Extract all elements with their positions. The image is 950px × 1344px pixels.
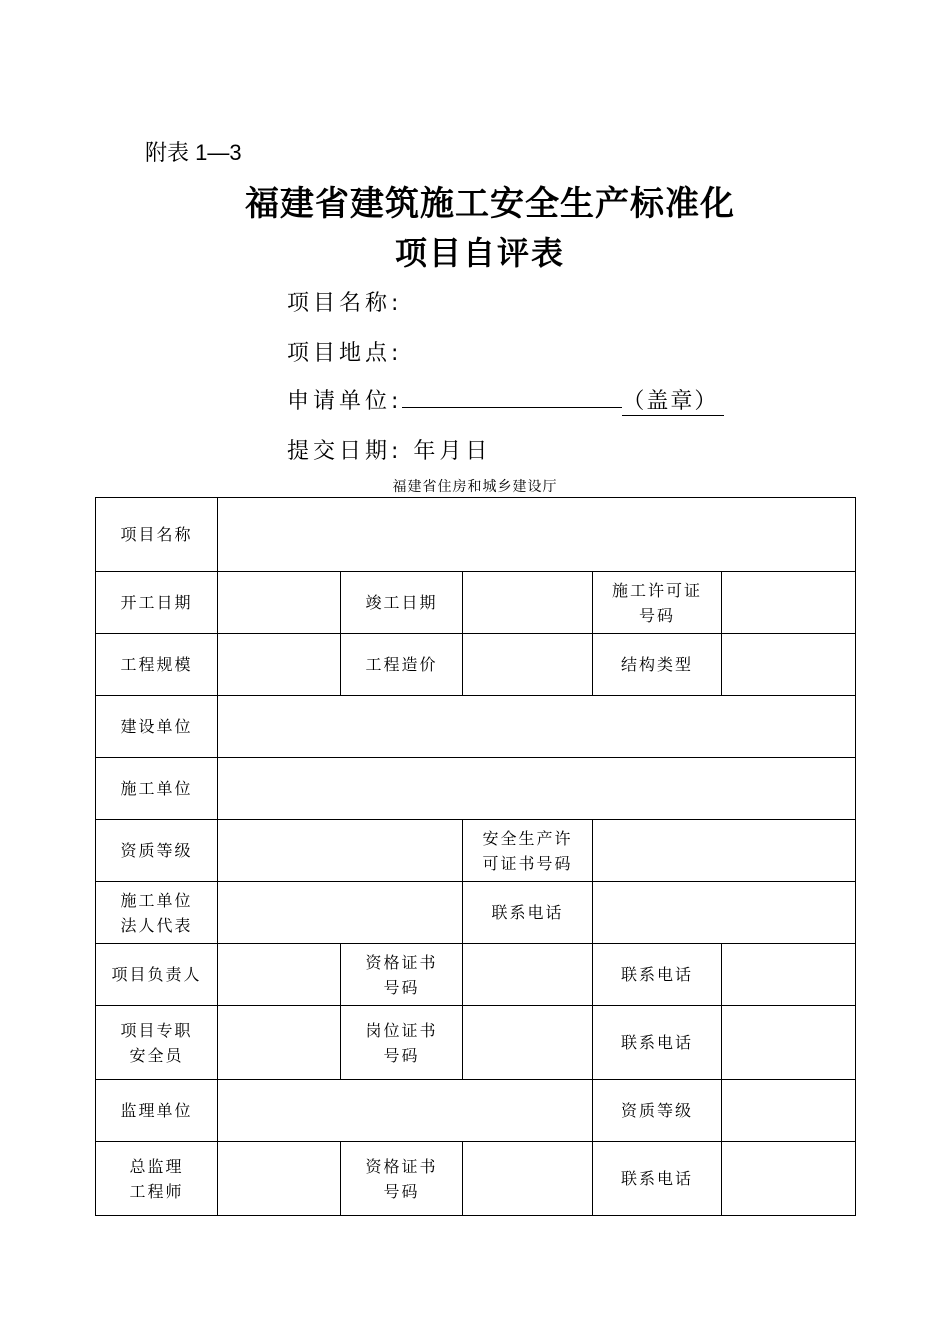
project-location-line [287, 336, 402, 367]
table-row [96, 572, 856, 634]
table-row [96, 820, 856, 882]
label-cs-cert-l1: 资格证书 [365, 1156, 438, 1176]
value-pm-phone[interactable] [722, 944, 856, 1006]
value-cost[interactable] [463, 634, 593, 696]
table-row [96, 634, 856, 696]
table-row [96, 944, 856, 1006]
table-row [96, 758, 856, 820]
value-structure[interactable] [722, 634, 856, 696]
project-name-label: 项目名称: [287, 291, 403, 316]
label-pm-cert-l1: 资格证书 [365, 952, 438, 972]
value-qualification[interactable] [218, 820, 463, 882]
table-row [96, 1080, 856, 1142]
label-start-date: 开工日期 [96, 572, 218, 634]
label-permit-no [593, 572, 722, 634]
label-cs-phone: 联系电话 [593, 1142, 722, 1216]
table-row [96, 1006, 856, 1080]
label-pm-cert [341, 944, 463, 1006]
issuer: 福建省住房和城乡建设厅 [392, 479, 558, 495]
label-permit-no-l1: 施工许可证 [611, 580, 702, 600]
label-pm-cert-l2: 号码 [383, 977, 420, 997]
value-safety-permit[interactable] [593, 820, 856, 882]
table-row [96, 882, 856, 944]
label-project-name: 项目名称 [96, 498, 218, 572]
table-row [96, 696, 856, 758]
label-so-phone: 联系电话 [593, 1006, 722, 1080]
label-legal-rep-l1: 施工单位 [120, 890, 193, 910]
label-pm-phone: 联系电话 [593, 944, 722, 1006]
label-safety-officer-l1: 项目专职 [120, 1020, 193, 1040]
label-contractor: 施工单位 [96, 758, 218, 820]
page-title: 福建省建筑施工安全生产标准化 [245, 184, 735, 224]
value-supervisor[interactable] [218, 1080, 593, 1142]
label-project-manager: 项目负责人 [96, 944, 218, 1006]
label-owner: 建设单位 [96, 696, 218, 758]
label-completion-date: 竣工日期 [341, 572, 463, 634]
value-contractor[interactable] [218, 758, 856, 820]
value-legal-rep[interactable] [218, 882, 463, 944]
submit-date-value: 年月日 [413, 439, 492, 464]
label-scale: 工程规模 [96, 634, 218, 696]
value-completion-date[interactable] [463, 572, 593, 634]
label-structure: 结构类型 [593, 634, 722, 696]
value-owner[interactable] [218, 696, 856, 758]
label-post-cert [341, 1006, 463, 1080]
label-supervisor-qualification: 资质等级 [593, 1080, 722, 1142]
label-legal-rep-phone: 联系电话 [463, 882, 593, 944]
value-project-name[interactable] [218, 498, 856, 572]
label-permit-no-l2: 号码 [638, 605, 675, 625]
submit-date-label: 提交日期: [287, 439, 403, 464]
label-supervisor: 监理单位 [96, 1080, 218, 1142]
value-start-date[interactable] [218, 572, 341, 634]
value-pm-cert[interactable] [463, 944, 593, 1006]
value-cs-cert[interactable] [463, 1142, 593, 1216]
seal-label: （盖章） [622, 384, 724, 416]
label-post-cert-l2: 号码 [383, 1045, 420, 1065]
value-permit-no[interactable] [722, 572, 856, 634]
project-location-label: 项目地点: [287, 341, 403, 366]
label-post-cert-l1: 岗位证书 [365, 1020, 438, 1040]
applicant-input-line[interactable] [402, 387, 622, 408]
page-subtitle: 项目自评表 [394, 234, 565, 272]
label-chief-supervisor [96, 1142, 218, 1216]
value-project-manager[interactable] [218, 944, 341, 1006]
label-safety-officer-l2: 安全员 [129, 1045, 184, 1065]
label-safety-officer [96, 1006, 218, 1080]
label-safety-permit-l2: 可证书号码 [482, 853, 573, 873]
label-chief-supervisor-l1: 总监理 [129, 1156, 184, 1176]
value-post-cert[interactable] [463, 1006, 593, 1080]
value-supervisor-qualification[interactable] [722, 1080, 856, 1142]
label-cs-cert-l2: 号码 [383, 1181, 420, 1201]
value-so-phone[interactable] [722, 1006, 856, 1080]
annex-label: 附表 1—3 [145, 140, 242, 165]
value-safety-officer[interactable] [218, 1006, 341, 1080]
label-legal-rep [96, 882, 218, 944]
table-row [96, 1142, 856, 1216]
table-row [96, 498, 856, 572]
label-safety-permit-l1: 安全生产许 [482, 828, 573, 848]
label-safety-permit [463, 820, 593, 882]
applicant-line [287, 384, 724, 416]
label-chief-supervisor-l2: 工程师 [129, 1181, 184, 1201]
label-cs-cert [341, 1142, 463, 1216]
label-qualification: 资质等级 [96, 820, 218, 882]
value-scale[interactable] [218, 634, 341, 696]
project-name-line [287, 286, 402, 317]
value-chief-supervisor[interactable] [218, 1142, 341, 1216]
label-cost: 工程造价 [341, 634, 463, 696]
value-legal-rep-phone[interactable] [593, 882, 856, 944]
label-legal-rep-l2: 法人代表 [120, 915, 193, 935]
applicant-label: 申请单位: [287, 389, 403, 414]
submit-date-line [287, 434, 491, 465]
value-cs-phone[interactable] [722, 1142, 856, 1216]
evaluation-form-table [95, 497, 856, 1216]
